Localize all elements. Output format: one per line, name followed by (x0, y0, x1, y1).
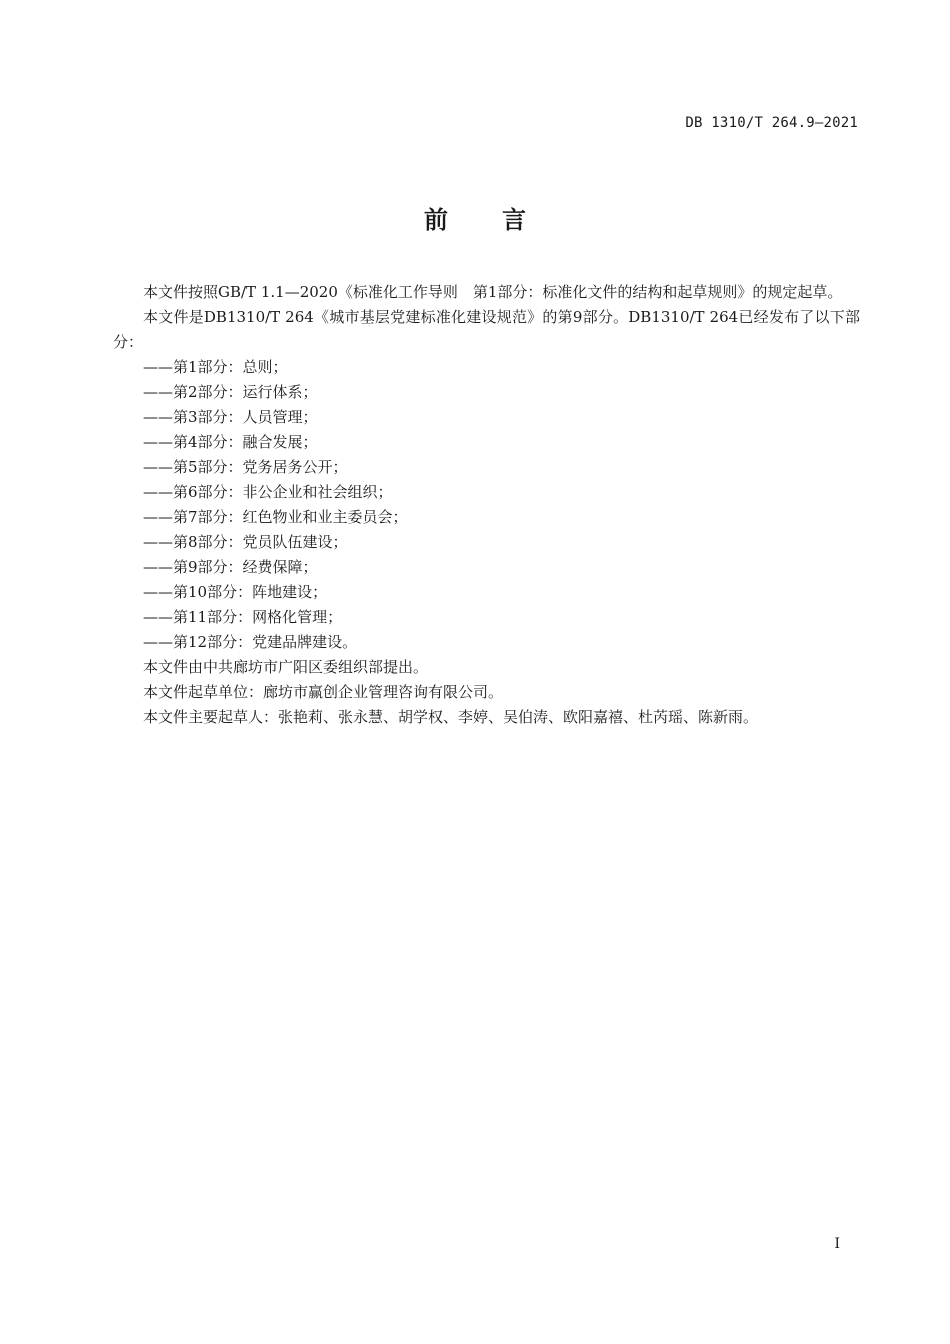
list-item: ——第5部分：党务居务公开； (143, 458, 348, 476)
paragraph-proposer: 本文件由中共廊坊市广阳区委组织部提出。 (143, 658, 429, 676)
paragraph-series-intro: 本文件是DB1310/T 264《城市基层党建标准化建设规范》的第9部分。DB1310/T 264已经发布了以下部分： (113, 308, 860, 351)
page-number: I (834, 1236, 840, 1252)
list-item: ——第4部分：融合发展； (143, 433, 318, 451)
list-item: ——第3部分：人员管理； (143, 408, 318, 426)
paragraph-drafting-unit: 本文件起草单位：廊坊市赢创企业管理咨询有限公司。 (143, 683, 504, 701)
paragraph-drafting-basis: 本文件按照GB/T 1.1—2020《标准化工作导则 第1部分：标准化文件的结构和起草规则》的规定起草。 (143, 283, 843, 301)
list-item: ——第8部分：党员队伍建设； (143, 533, 348, 551)
list-item: ——第12部分：党建品牌建设。 (143, 633, 358, 651)
list-item: ——第1部分：总则； (143, 358, 288, 376)
page-title: 前言 (424, 206, 580, 234)
document-number: DB 1310/T 264.9—2021 (685, 115, 858, 131)
list-item: ——第7部分：红色物业和业主委员会； (143, 508, 408, 526)
foreword-body (113, 280, 860, 730)
paragraph-drafters: 本文件主要起草人：张艳莉、张永慧、胡学权、李婷、吴伯涛、欧阳嘉禧、杜芮瑶、陈新雨。 (143, 708, 759, 726)
list-item: ——第11部分：网格化管理； (143, 608, 343, 626)
list-item: ——第2部分：运行体系； (143, 383, 318, 401)
parts-list (113, 355, 860, 655)
list-item: ——第9部分：经费保障； (143, 558, 318, 576)
list-item: ——第10部分：阵地建设； (143, 583, 328, 601)
list-item: ——第6部分：非公企业和社会组织； (143, 483, 393, 501)
